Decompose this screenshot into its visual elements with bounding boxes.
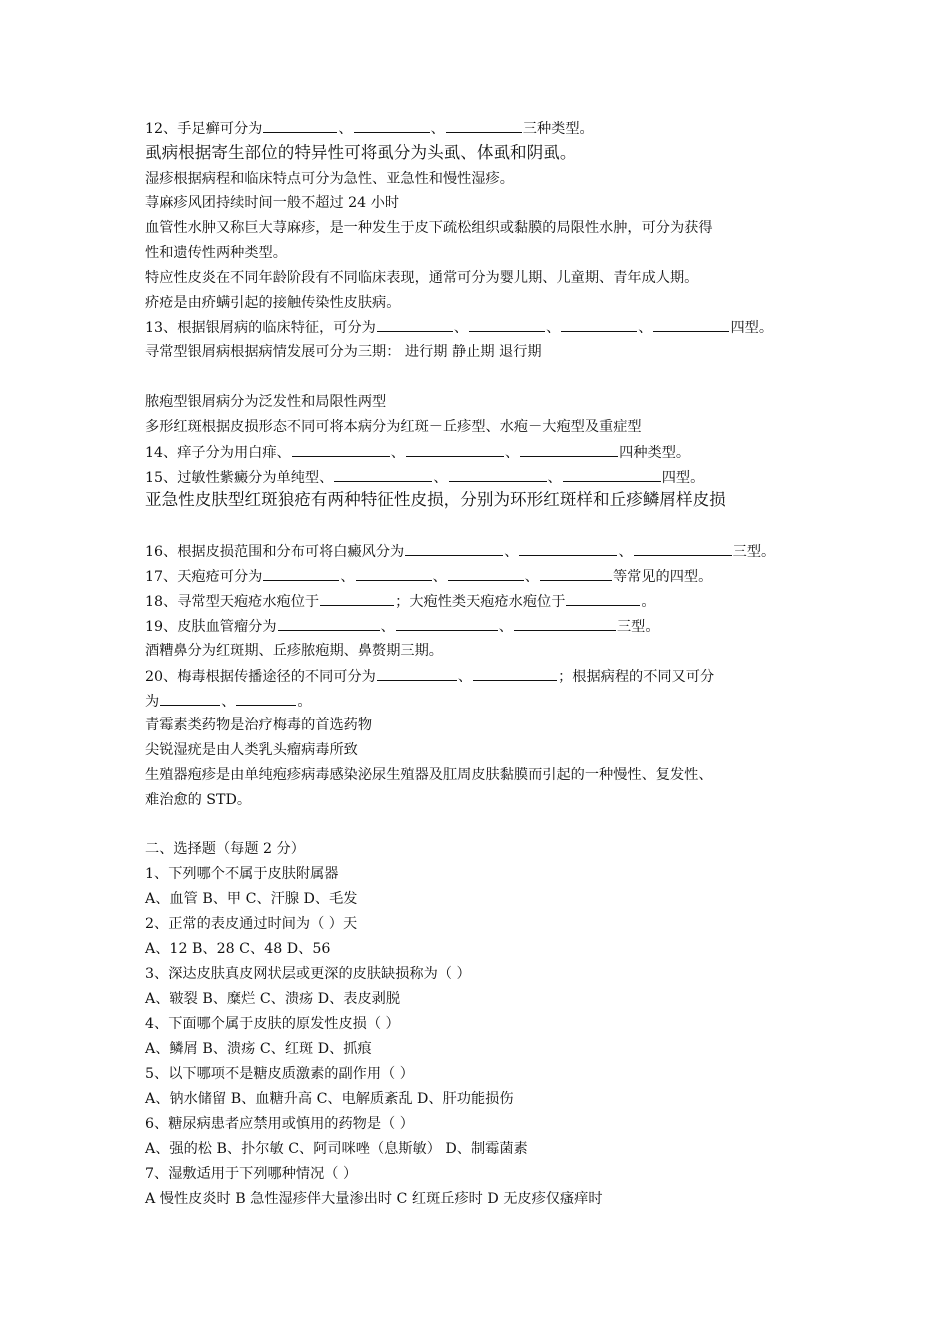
text-segment: 、 [524,569,539,585]
text-segment: 13、根据银屑病的临床特征，可分为 [145,320,376,336]
text-segment: 、 [380,619,395,635]
text-segment: 、 [430,121,445,137]
answer-blank[interactable] [160,691,220,706]
note-erythema-multiforme: 多形红斑根据皮损形态不同可将本病分为红斑－丘疹型、水疱－大疱型及重症型 [145,419,642,435]
text-segment: 等常见的四型。 [612,569,713,585]
note-genital-herpes: 生殖器疱疹是由单纯疱疹病毒感染泌尿生殖器及肛周皮肤黏膜而引起的一种慢性、复发性、 [145,767,713,783]
text-segment: 、 [498,619,513,635]
text-segment: 、 [547,470,562,486]
text-segment: 、 [504,445,520,461]
text-segment: 、 [390,445,405,461]
answer-blank[interactable] [292,442,390,457]
text-segment: 、 [433,470,448,486]
answer-blank[interactable] [396,616,498,631]
mc-question-3: 3、深达皮肤真皮网状层或更深的皮肤缺损称为（ ） [145,966,471,982]
answer-blank[interactable] [540,566,612,581]
answer-blank[interactable] [634,541,732,556]
text-segment: 、 [338,121,353,137]
text-segment: 三型。 [732,544,776,560]
answer-blank[interactable] [469,317,545,332]
q13-fill-in [145,317,773,338]
answer-blank[interactable] [263,118,337,133]
text-segment: 、 [453,320,469,336]
mc-options-6: A、强的松 B、扑尔敏 C、阿司咪唑（息斯敏） D、制霉菌素 [145,1141,528,1157]
answer-blank[interactable] [263,566,339,581]
q20-fill-in-cont [145,691,312,712]
answer-blank[interactable] [446,118,522,133]
q16-fill-in [145,541,775,562]
answer-blank[interactable] [278,616,380,631]
text-segment: 18、寻常型天疱疮水疱位于 [145,594,320,610]
answer-blank[interactable] [561,317,637,332]
answer-blank[interactable] [566,591,640,606]
text-segment: 14、痒子分为用白痱、 [145,445,291,461]
mc-options-3: A、皲裂 B、糜烂 C、溃疡 D、表皮剥脱 [145,991,401,1007]
text-segment: 为 [145,694,160,710]
text-segment: 19、皮肤血管瘤分为 [145,619,277,635]
note-penicillin: 青霉素类药物是治疗梅毒的首选药物 [145,717,373,733]
answer-blank[interactable] [520,442,618,457]
text-segment: 四种类型。 [619,445,691,461]
answer-blank[interactable] [356,566,432,581]
q19-fill-in [145,616,660,637]
q18-fill-in [145,591,656,612]
mc-options-5: A、钠水储留 B、血糖升高 C、电解质紊乱 D、肝功能损伤 [145,1091,514,1107]
text-segment: 15、过敏性紫癜分为单纯型、 [145,470,334,486]
text-segment: 四型。 [730,320,774,336]
mc-question-4: 4、下面哪个属于皮肤的原发性皮损（ ） [145,1016,400,1032]
q17-fill-in [145,566,712,587]
note-pustular-psoriasis: 脓疱型银屑病分为泛发性和局限性两型 [145,394,387,410]
q12-fill-in [145,118,594,139]
answer-blank[interactable] [334,467,432,482]
mc-options-2: A、12 B、28 C、48 D、56 [145,941,331,957]
text-segment: 、 [618,544,633,560]
text-segment: 、 [340,569,355,585]
mc-question-6: 6、糖尿病患者应禁用或慎用的药物是（ ） [145,1116,414,1132]
answer-blank[interactable] [406,442,504,457]
mc-question-1: 1、下列哪个不属于皮肤附属器 [145,866,339,882]
text-segment: 20、梅毒根据传播途径的不同可分为 [145,669,376,685]
q20-fill-in [145,666,714,687]
answer-blank[interactable] [653,317,729,332]
text-segment: 、 [504,544,519,560]
answer-blank[interactable] [236,691,296,706]
text-segment: 、 [432,569,447,585]
text-segment: 、 [221,694,236,710]
mc-options-4: A、鳞屑 B、溃疡 C、红斑 D、抓痕 [145,1041,372,1057]
answer-blank[interactable] [405,541,503,556]
text-segment: 16、根据皮损范围和分布可将白癜风分为 [145,544,405,560]
note-scabies: 疥疮是由疥螨引起的接触传染性皮肤病。 [145,295,401,311]
answer-blank[interactable] [473,666,557,681]
note-eczema: 湿疹根据病程和临床特点可分为急性、亚急性和慢性湿疹。 [145,171,514,187]
answer-blank[interactable] [519,541,617,556]
note-psoriasis-stages: 寻常型银屑病根据病情发展可分为三期： 进行期 静止期 退行期 [145,344,542,360]
q14-fill-in [145,442,690,463]
text-segment: ；大疱性类天疱疮水疱位于 [395,594,566,610]
mc-question-5: 5、以下哪项不是糖皮质激素的副作用（ ） [145,1066,414,1082]
text-segment: 、 [457,669,473,685]
q15-fill-in [145,467,704,488]
answer-blank[interactable] [320,591,394,606]
note-angioedema-cont: 性和遗传性两种类型。 [145,245,287,261]
text-segment: 。 [297,694,312,710]
text-segment: 三型。 [616,619,660,635]
text-segment: ；根据病程的不同又可分 [558,669,715,685]
text-segment: 三种类型。 [522,121,594,137]
mc-options-1: A、血管 B、甲 C、汗腺 D、毛发 [145,891,358,907]
answer-blank[interactable] [563,467,661,482]
note-atopic-dermatitis: 特应性皮炎在不同年龄阶段有不同临床表现，通常可分为婴儿期、儿童期、青年成人期。 [145,270,699,286]
section-heading-choice: 二、选择题（每题 2 分） [145,841,305,857]
answer-blank[interactable] [449,467,547,482]
mc-options-7: A 慢性皮炎时 B 急性湿疹伴大量渗出时 C 红斑丘疹时 D 无皮疹仅瘙痒时 [145,1191,603,1207]
mc-question-7: 7、湿敷适用于下列哪种情况（ ） [145,1166,358,1182]
text-segment: 四型。 [661,470,705,486]
answer-blank[interactable] [377,317,453,332]
note-genital-herpes-cont: 难治愈的 STD。 [145,792,252,808]
mc-question-2: 2、正常的表皮通过时间为（ ）天 [145,916,358,932]
answer-blank[interactable] [377,666,457,681]
answer-blank[interactable] [354,118,430,133]
note-lice: 虱病根据寄生部位的特异性可将虱分为头虱、体虱和阴虱。 [145,143,577,162]
note-angioedema: 血管性水肿又称巨大荨麻疹，是一种发生于皮下疏松组织或黏膜的局限性水肿，可分为获得 [145,220,713,236]
text-segment: 、 [638,320,653,336]
note-condyloma: 尖锐湿疣是由人类乳头瘤病毒所致 [145,742,358,758]
note-rosacea: 酒糟鼻分为红斑期、丘疹脓疱期、鼻赘期三期。 [145,643,443,659]
text-segment: 。 [641,594,656,610]
answer-blank[interactable] [448,566,524,581]
note-scle: 亚急性皮肤型红斑狼疮有两种特征性皮损，分别为环形红斑样和丘疹鳞屑样皮损 [145,490,726,509]
text-segment: 12、手足癣可分为 [145,121,263,137]
note-urticaria: 荨麻疹风团持续时间一般不超过 24 小时 [145,195,400,211]
text-segment: 、 [546,320,561,336]
text-segment: 17、天疱疮可分为 [145,569,263,585]
answer-blank[interactable] [514,616,616,631]
